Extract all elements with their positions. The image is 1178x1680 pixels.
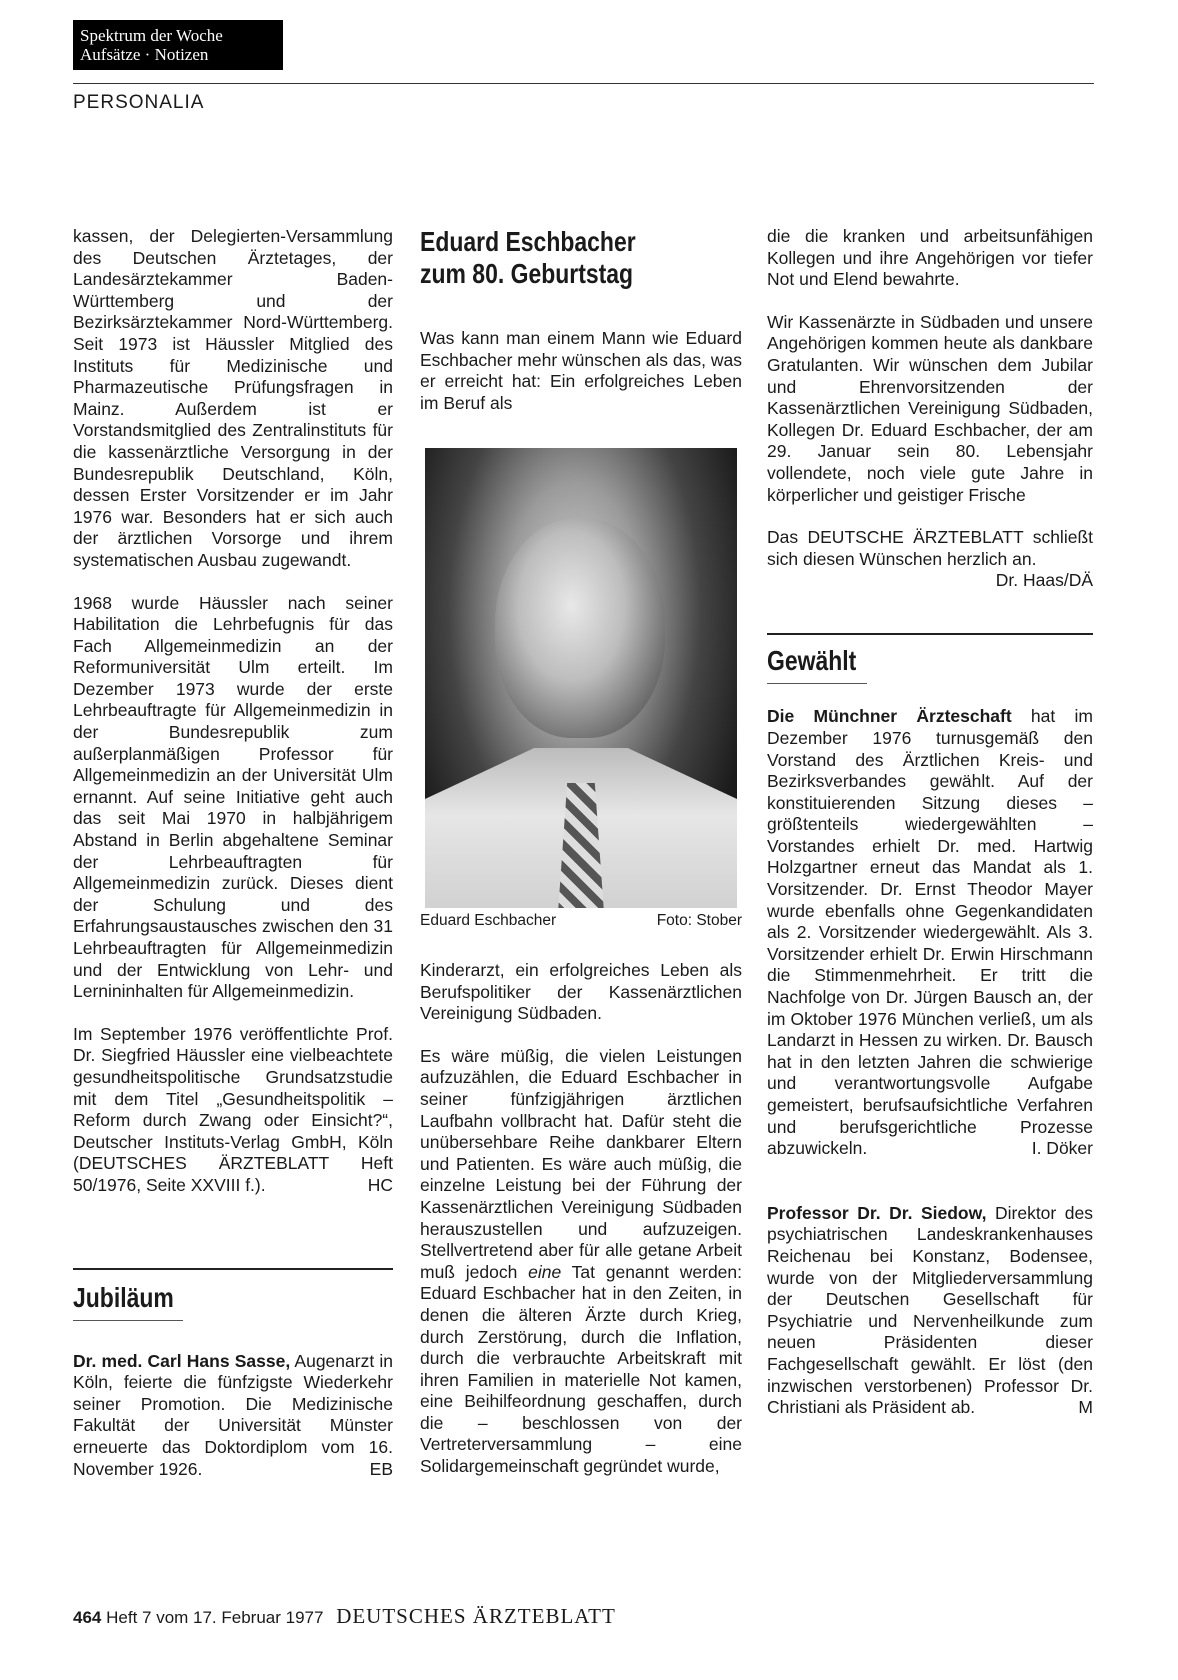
jubilaeum-lead: Dr. med. Carl Hans Sasse, xyxy=(73,1350,291,1371)
issue-info: Heft 7 vom 17. Februar 1977 xyxy=(106,1608,324,1627)
section-label xyxy=(73,20,283,70)
article-paragraph-2: Es wäre müßig, die vielen Leistungen aufzuzählen, die Eduard Eschbacher in seiner fünfzigjährigen ärztlichen Laufbahn vollbracht hat. Dafür steht die unübersehbare Reihe dankbarer Eltern und Patienten. Es wäre auch müßig, die einzelne Leistung bei der Führung der Kassenärztlichen Vereinigung Südbaden herauszustellen und aufzuzeigen. Stellvertretend aber für alle getane Arbeit muß jedoch eine Tat genannt werden: Eduard Eschbacher hat in den Zeiten, in denen die älteren Ärzte durch Krieg, durch Zerstörung, durch die Inflation, durch die verbrauchte Arbeitskraft mit ihren Familien in materielle Not kamen, eine Beihilfeordnung geschaffen, durch die – beschlossen von der Vertreterversammlung – eine Solidargemeinschaft gegründet wurde, xyxy=(420,1045,742,1477)
col1-paragraph-1: kassen, der Delegierten-Versammlung des Deutschen Ärztetages, der Landesärztekammer Baden-Württemberg und der Bezirksärztekammer Nord-Württemberg. Seit 1973 ist Häussler Mitglied des Instituts für Medizinische und Pharmazeutische Prüfungsfragen in Mainz. Außerdem ist er Vorstandsmitglied des Zentralinstituts für die kassenärztliche Versorgung in der Bundesrepublik Deutschland, Köln, dessen Erster Vorsitzender er im Jahr 1976 war. Besonders hat er sich auch der ärztlichen Vorsorge und ihrem systematischen Ausbau zugewandt. xyxy=(73,226,393,570)
header-rule xyxy=(73,83,1094,84)
column-2-bottom xyxy=(420,960,742,1499)
jubilaeum-paragraph: Dr. med. Carl Hans Sasse, Augenarzt in Köln, feierte die fünfzigste Wiederkehr seiner Promotion. Die Medizinische Fakultät der Universität Münster erneuerte das Doktordiplom vom 16. November 1926. EB xyxy=(73,1350,393,1479)
article-headline-line1: Eduard Eschbacher xyxy=(420,226,636,257)
col3-paragraph-1: die die kranken und arbeitsunfähigen Kollegen und ihre Angehörigen vor tiefer Not und Elend bewahrte. xyxy=(767,226,1093,290)
signature: EB xyxy=(369,1458,393,1479)
column-2-top xyxy=(420,226,742,435)
category-label: PERSONALIA xyxy=(73,92,205,113)
portrait-photo xyxy=(425,448,737,908)
page-footer xyxy=(73,1604,616,1629)
article-headline-line2: zum 80. Geburtstag xyxy=(420,258,634,289)
column-1 xyxy=(73,226,393,1501)
article-intro: Was kann man einem Mann wie Eduard Eschbacher mehr wünschen als das, was er erreicht hat: Ein erfolgreiches Leben im Beruf als xyxy=(420,328,742,413)
section-rule xyxy=(767,633,1093,635)
col1-paragraph-3: Im September 1976 veröffentlichte Prof. Dr. Siegfried Häussler eine vielbeachtete gesundheitspolitische Grundsatzstudie mit dem Titel „Gesundheitspolitik – Reform durch Zwang oder Einsicht?“, Deutscher Instituts-Verlag GmbH, Köln (DEUTSCHES ÄRZTEBLATT Heft 50/1976, Seite XXVIII f.). HC xyxy=(73,1023,393,1195)
signature: I. Döker xyxy=(1031,1138,1093,1159)
caption-name: Eduard Eschbacher xyxy=(420,912,557,929)
photo-caption xyxy=(420,912,742,930)
gewaehlt-lead-1: Die Münchner Ärzteschaft xyxy=(767,706,1012,727)
gewaehlt-lead-2: Professor Dr. Dr. Siedow, xyxy=(767,1202,987,1223)
col3-paragraph-2: Wir Kassenärzte in Südbaden und unsere Angehörigen kommen heute als dankbare Gratulanten. Wir wünschen dem Jubilar und Ehrenvorsitzenden der Kassenärztlichen Vereinigung Südbaden, Kollegen Dr. Eduard Eschbacher, der am 29. Januar sein 80. Lebensjahr vollendete, noch viele gute Jahre in körperlicher und geistiger Frische xyxy=(767,311,1093,505)
col1-paragraph-2: 1968 wurde Häussler nach seiner Habilitation die Lehrbefugnis für das Fach Allgemeinmedizin an der Reformuniversität Ulm erteilt. Im Dezember 1973 wurde der erste Lehrbeauftragte für Allgemeinmedizin in der Bundesrepublik zum außerplanmäßigen Professor für Allgemeinmedizin an der Universität Ulm ernannt. Auf seine Initiative geht auch das seit Mai 1970 in halbjährigem Abstand in Berlin abgehaltene Seminar der Lehrbeauftragten für Allgemeinmedizin zurück. Dieses dient der Schulung und des Erfahrungsaustausches zwischen den 31 Lehrbeauftragten für Allgemeinmedizin und der Entwicklung von Lehr- und Lernininhalten für Allgemeinmedizin. xyxy=(73,592,393,1002)
column-3 xyxy=(767,226,1093,1440)
section-label-line2: Aufsätze · Notizen xyxy=(80,45,209,64)
caption-credit: Foto: Stober xyxy=(656,912,742,929)
section-heading-jubilaeum: Jubiläum xyxy=(73,1281,174,1313)
gewaehlt-paragraph-2: Professor Dr. Dr. Siedow, Direktor des psychiatrischen Landeskrankenhauses Reichenau bei Konstanz, Bodensee, wurde von der Mitgliederversammlung der Deutschen Gesellschaft für Psychiatrie und Nervenheilkunde zum neuen Präsidenten dieser Fachgesellschaft gewählt. Er löst (den inzwischen verstorbenen) Professor Dr. Christiani als Präsident ab. M xyxy=(767,1202,1093,1418)
article-paragraph-1: Kinderarzt, ein erfolgreiches Leben als Berufspolitiker der Kassenärztlichen Vereinigung Südbaden. xyxy=(420,960,742,1024)
page-number: 464 xyxy=(73,1608,102,1627)
section-label-line1: Spektrum der Woche xyxy=(80,26,223,45)
emphasis: eine xyxy=(528,1261,562,1282)
magazine-name: DEUTSCHES ÄRZTEBLATT xyxy=(336,1604,616,1628)
portrait-face xyxy=(495,518,665,738)
section-heading-gewaehlt: Gewählt xyxy=(767,645,857,677)
signature: Dr. Haas/DÄ xyxy=(995,570,1093,591)
gewaehlt-paragraph-1: Die Münchner Ärzteschaft hat im Dezember 1976 turnusgemäß den Vorstand des Ärztlichen Kreis- und Bezirksverbandes gewählt. Auf der konstituierenden Sitzung dieses – größtenteils wiedergewählten – Vorstandes erhielt Dr. med. Hartwig Holzgartner erneut das Mandat als 1. Vorsitzender. Dr. Ernst Theodor Mayer wurde ebenfalls ohne Gegenkandidaten als 2. Vorsitzender wiedergewählt. Als 3. Vorsitzender erhielt Dr. Erwin Hirschmann die Stimmenmehrheit. Er tritt die Nachfolge von Dr. Jürgen Bausch an, der im Oktober 1976 München verließ, um als Landarzt in Hessen zu wirken. Dr. Bausch hat in den letzten Jahren die schwierige und verantwortungsvolle Aufgabe gemeistert, berufsaufsichtliche Verfahren und berufsgerichtliche Prozesse abzuwickeln. I. Döker xyxy=(767,706,1093,1159)
col3-paragraph-3: Das DEUTSCHE ÄRZTEBLATT schließt sich diesen Wünschen herzlich an. Dr. Haas/DÄ xyxy=(767,527,1093,591)
section-rule xyxy=(73,1268,393,1270)
signature: M xyxy=(1078,1397,1093,1418)
signature: HC xyxy=(367,1174,393,1195)
